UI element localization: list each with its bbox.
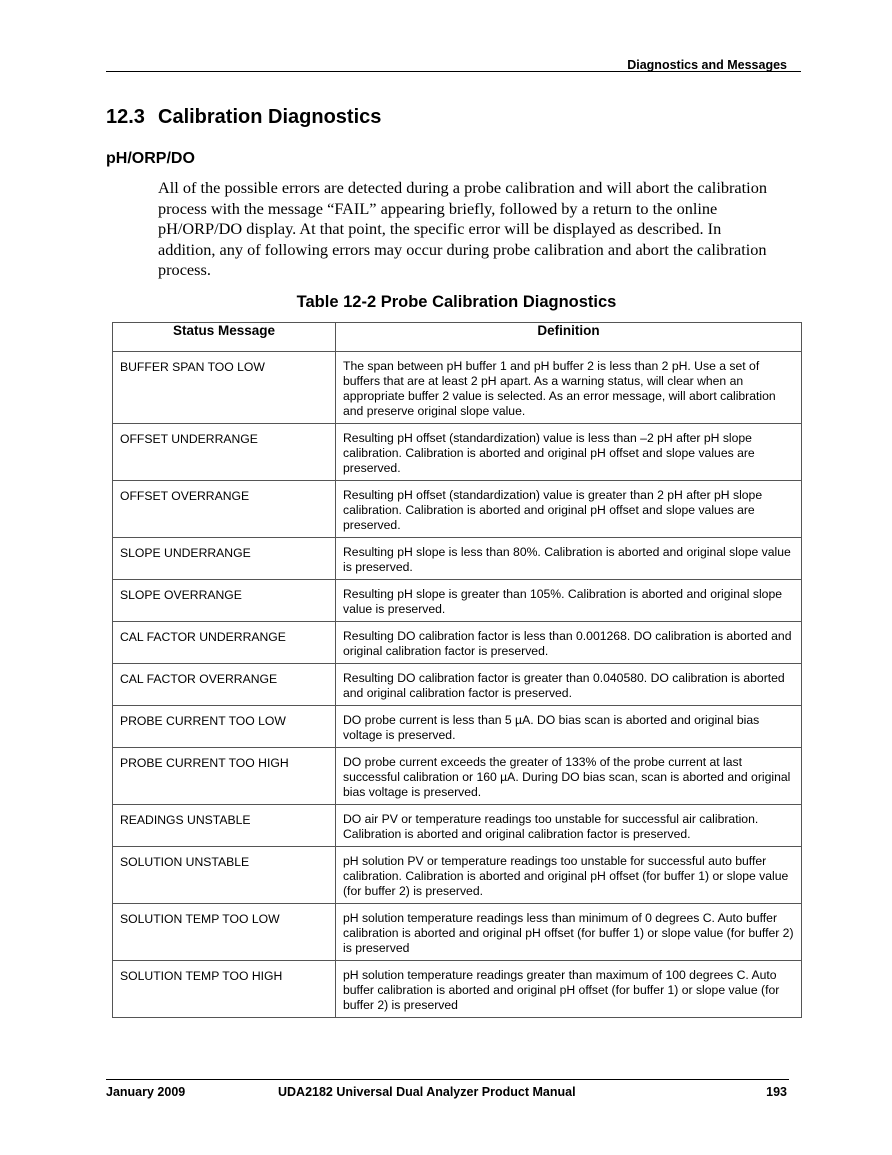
table-row (113, 706, 802, 748)
table-row (113, 622, 802, 664)
definition-cell: DO probe current is less than 5 µA. DO bias scan is aborted and original bias voltage is preserved. (336, 706, 802, 748)
status-message-cell: READINGS UNSTABLE (113, 805, 336, 847)
definition-cell: pH solution temperature readings less than minimum of 0 degrees C. Auto buffer calibration is aborted and original pH offset (for buffer 1) or slope value (for buffer 2) is preserved (336, 904, 802, 961)
status-message-cell: PROBE CURRENT TOO LOW (113, 706, 336, 748)
subsection-heading: pH/ORP/DO (106, 150, 195, 167)
page-number: 193 (766, 1085, 787, 1099)
column-header-definition: Definition (336, 323, 802, 352)
section-heading (106, 106, 381, 129)
status-message-cell: OFFSET UNDERRANGE (113, 424, 336, 481)
status-message-cell: SLOPE OVERRANGE (113, 580, 336, 622)
intro-paragraph: All of the possible errors are detected during a probe calibration and will abort the calibration process with the message “FAIL” appearing briefly, followed by a return to the online pH/ORP/DO display. At that point, the specific error will be displayed as described. In addition, any of following errors may occur during probe calibration and abort the calibration process. (158, 178, 767, 280)
section-number: 12.3 (106, 106, 145, 128)
definition-cell: Resulting pH slope is less than 80%. Calibration is aborted and original slope value is preserved. (336, 538, 802, 580)
status-message-cell: PROBE CURRENT TOO HIGH (113, 748, 336, 805)
table-row (113, 961, 802, 1018)
table-row (113, 748, 802, 805)
table-row (113, 481, 802, 538)
definition-cell: DO air PV or temperature readings too unstable for successful air calibration. Calibration is aborted and original calibration factor is preserved. (336, 805, 802, 847)
running-header: Diagnostics and Messages (627, 58, 787, 72)
status-message-cell: BUFFER SPAN TOO LOW (113, 352, 336, 424)
table-header-row (113, 323, 802, 352)
footer-date: January 2009 (106, 1085, 186, 1099)
table-row (113, 580, 802, 622)
definition-cell: Resulting DO calibration factor is less than 0.001268. DO calibration is aborted and original calibration factor is preserved. (336, 622, 802, 664)
diagnostics-table (112, 322, 802, 1018)
table-row (113, 904, 802, 961)
definition-cell: Resulting pH offset (standardization) value is greater than 2 pH after pH slope calibration. Calibration is aborted and original pH offset and slope values are preserved. (336, 481, 802, 538)
definition-cell: The span between pH buffer 1 and pH buffer 2 is less than 2 pH. Use a set of buffers that are at least 2 pH apart. As a warning status, will clear when an appropriate buffer 2 value is selected. As an error message, will abort calibration and preserve original slope value. (336, 352, 802, 424)
table-row (113, 538, 802, 580)
definition-cell: DO probe current exceeds the greater of 133% of the probe current at last successful calibration or 160 µA. During DO bias scan, scan is aborted and original bias voltage is preserved. (336, 748, 802, 805)
status-message-cell: OFFSET OVERRANGE (113, 481, 336, 538)
table-row (113, 664, 802, 706)
definition-cell: pH solution temperature readings greater than maximum of 100 degrees C. Auto buffer calibration is aborted and original pH offset (for buffer 1) or slope value (for buffer 2) is preserved (336, 961, 802, 1018)
table-row (113, 352, 802, 424)
definition-cell: Resulting pH offset (standardization) value is less than –2 pH after pH slope calibration. Calibration is aborted and original pH offset and slope values are preserved. (336, 424, 802, 481)
footer-rule (106, 1079, 789, 1080)
status-message-cell: SOLUTION TEMP TOO HIGH (113, 961, 336, 1018)
status-message-cell: CAL FACTOR UNDERRANGE (113, 622, 336, 664)
table-body (113, 352, 802, 1018)
header-rule (106, 71, 801, 72)
status-message-cell: CAL FACTOR OVERRANGE (113, 664, 336, 706)
definition-cell: Resulting DO calibration factor is greater than 0.040580. DO calibration is aborted and original calibration factor is preserved. (336, 664, 802, 706)
definition-cell: Resulting pH slope is greater than 105%. Calibration is aborted and original slope value is preserved. (336, 580, 802, 622)
table-row (113, 847, 802, 904)
table-row (113, 805, 802, 847)
column-header-status: Status Message (113, 323, 336, 352)
status-message-cell: SOLUTION TEMP TOO LOW (113, 904, 336, 961)
status-message-cell: SLOPE UNDERRANGE (113, 538, 336, 580)
section-title: Calibration Diagnostics (158, 106, 382, 128)
status-message-cell: SOLUTION UNSTABLE (113, 847, 336, 904)
footer-manual-title: UDA2182 Universal Dual Analyzer Product Manual (278, 1085, 576, 1099)
table-caption: Table 12-2 Probe Calibration Diagnostics (296, 293, 617, 311)
table-row (113, 424, 802, 481)
definition-cell: pH solution PV or temperature readings too unstable for successful auto buffer calibration. Calibration is aborted and original pH offset (for buffer 1) or slope value (for buffer 2) is preserved. (336, 847, 802, 904)
